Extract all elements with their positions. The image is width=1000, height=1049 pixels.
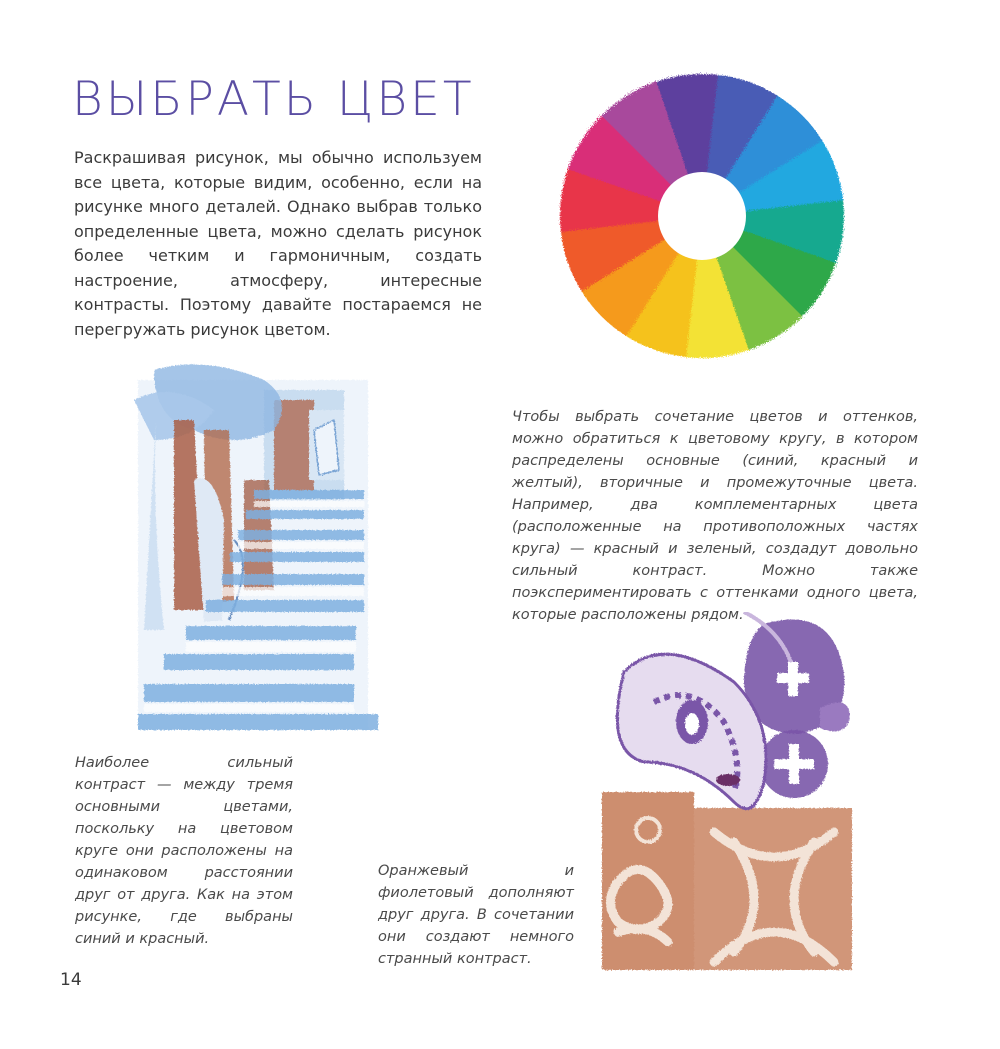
page-number: 14 — [60, 970, 82, 990]
page-title: ВЫБРАТЬ ЦВЕТ — [72, 72, 475, 127]
ornament-illustration — [594, 612, 868, 976]
stairs-caption: Наиболее сильный контраст — между тремя основными цветами, поскольку на цветовом круге они расположены на одинаковом расстоянии друг от друга. Как на этом рисунке, где выбраны синий и красный. — [75, 755, 293, 947]
color-wheel-caption: Чтобы выбрать сочетание цветов и оттенков, можно обратиться к цветовому кругу, в котором распределены основные (синий, красный и желтый), вторичные и промежуточные цвета. Например, два комплементарных цвета (расположенные на противоположных частях круга) — красный и зеленый, создадут довольно сильный контраст. Можно также поэкспериментировать с оттенками одного цвета, которые расположены рядом. — [512, 409, 918, 623]
color-wheel-center — [658, 172, 746, 260]
ornament-drawing — [602, 612, 852, 970]
intro-paragraph: Раскрашивая рисунок, мы обычно используем все цвета, которые видим, особенно, если на рисунке много деталей. Однако выбрав только определенные цвета, можно сделать рисунок более четким и гармоничным, создать настроение, атмосферу, интересные контрасты. Поэтому давайте постараемся не перегружать рисунок цветом. — [74, 148, 482, 339]
stairs-illustration — [134, 360, 384, 736]
color-wheel-illustration — [552, 64, 852, 394]
ornament-caption: Оранжевый и фиолетовый дополняют друг друга. В сочетании они создают немного странный контраст. — [378, 863, 574, 967]
stairs-drawing — [134, 364, 378, 730]
